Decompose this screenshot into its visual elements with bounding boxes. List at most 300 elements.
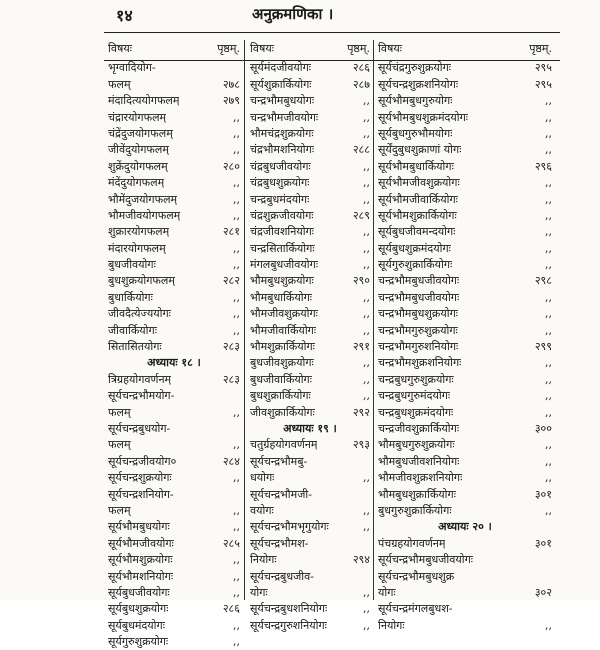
entry-page: ,, bbox=[363, 241, 370, 255]
entry-title: चन्द्रबुधगुरुशुक्रयोगः bbox=[378, 372, 454, 386]
entry-title: सूर्यचन्द्रभौमजी- bbox=[250, 487, 312, 501]
entry-title: सितासितयोगः bbox=[108, 340, 162, 354]
entry-title: फलम् bbox=[108, 503, 131, 517]
entry-page: ,, bbox=[233, 126, 240, 140]
entry-title: भौमजीवार्कियोगः bbox=[250, 323, 317, 337]
index-entry bbox=[378, 388, 552, 404]
entry-page: २९० bbox=[352, 274, 370, 288]
entry-title: सूर्यचन्द्रशुक्रयोगः bbox=[108, 471, 172, 485]
index-column-3 bbox=[378, 38, 552, 634]
subject-header: विषयः bbox=[378, 42, 402, 55]
entry-title: चंद्रशुक्रजीवयोगः bbox=[250, 208, 314, 222]
entry-page: २७९ bbox=[222, 94, 240, 108]
entry-page: ,, bbox=[233, 503, 240, 517]
entry-page: ,, bbox=[545, 372, 552, 386]
entry-title: सूर्यचन्द्रभौमभृगुयोगः bbox=[250, 520, 329, 534]
entry-title: चन्द्रभौमबुधजीवयोगः bbox=[378, 274, 460, 288]
index-entry bbox=[250, 503, 370, 519]
index-entry bbox=[108, 240, 240, 256]
entry-page: २८३ bbox=[222, 372, 240, 386]
page-header: पृष्ठम्. bbox=[217, 42, 240, 55]
index-entry bbox=[378, 421, 552, 437]
entry-title: चन्द्रभौमशुक्रशनियोगः bbox=[378, 356, 462, 370]
subject-header: विषयः bbox=[250, 42, 274, 55]
index-entry bbox=[250, 453, 370, 469]
entry-title: भृग्वादियोग- bbox=[108, 61, 156, 75]
entry-title: चन्द्रभौमबुधशुक्रयोगः bbox=[378, 307, 459, 321]
column-header bbox=[250, 38, 370, 60]
index-entry bbox=[250, 601, 370, 617]
entry-title: चन्द्रभौमगुरुशनियोगः bbox=[378, 340, 459, 354]
entry-title: सूर्यबुधजीवयोगः bbox=[108, 585, 170, 599]
entry-title: चन्द्रभौमबुधयोगः bbox=[250, 94, 315, 108]
entry-title: सूर्येंदुबुधशुक्राणां योगः bbox=[378, 143, 462, 157]
index-entry bbox=[108, 519, 240, 535]
entry-title: भौमजीवशुक्रयोगः bbox=[250, 307, 318, 321]
index-entry bbox=[378, 208, 552, 224]
subject-header: विषयः bbox=[108, 42, 132, 55]
entry-page: ,, bbox=[363, 225, 370, 239]
index-entry bbox=[378, 257, 552, 273]
entry-page: ,, bbox=[233, 569, 240, 583]
entry-page: २७८ bbox=[222, 77, 240, 91]
entry-page: ,, bbox=[545, 176, 552, 190]
entry-title: सूर्यभौमशुक्रयोगः bbox=[108, 553, 173, 567]
entry-title: शुक्रारयोगफलम् bbox=[108, 225, 170, 239]
index-entry bbox=[250, 552, 370, 568]
entry-title: बुधशुक्रार्कियोगः bbox=[250, 389, 311, 403]
entry-title: जीवदैत्येज्ययोगः bbox=[108, 307, 171, 321]
index-entry bbox=[250, 404, 370, 420]
entry-title: भौमेंदुजयोगफलम् bbox=[108, 192, 178, 206]
index-entry bbox=[108, 273, 240, 289]
entry-page: ,, bbox=[233, 290, 240, 304]
entry-page: २९५ bbox=[534, 61, 552, 75]
index-entry bbox=[250, 519, 370, 535]
entry-title: मंदेंदुयोगफलम् bbox=[108, 176, 165, 190]
entry-title: फलम् bbox=[108, 405, 131, 419]
entry-page: ३०१ bbox=[534, 487, 552, 501]
entry-page: ,, bbox=[545, 454, 552, 468]
index-entry bbox=[108, 470, 240, 486]
entry-page: २९४ bbox=[352, 553, 370, 567]
entry-title: चन्द्रभौमजीवयोगः bbox=[250, 110, 319, 124]
index-entry bbox=[108, 437, 240, 453]
index-entry bbox=[250, 617, 370, 633]
entry-title: भौमबुधशुक्रार्कियोगः bbox=[378, 487, 456, 501]
index-entry bbox=[250, 535, 370, 551]
index-entry bbox=[108, 289, 240, 305]
entry-title: सूर्यचन्द्रगुरुशनियोगः bbox=[250, 618, 327, 632]
entry-title: चन्द्रभौमबुधजीवयोगः bbox=[378, 290, 460, 304]
entry-page: ,, bbox=[363, 159, 370, 173]
entry-page: ,, bbox=[363, 389, 370, 403]
index-entry bbox=[108, 76, 240, 92]
index-entry bbox=[108, 388, 240, 404]
index-entry bbox=[250, 437, 370, 453]
index-entry bbox=[108, 535, 240, 551]
index-entry bbox=[378, 142, 552, 158]
index-entry bbox=[108, 126, 240, 142]
entry-page: २८६ bbox=[352, 61, 370, 75]
entry-page: ,, bbox=[233, 471, 240, 485]
index-entry bbox=[108, 568, 240, 584]
entry-page: ३०० bbox=[534, 421, 552, 435]
index-entry bbox=[378, 503, 552, 519]
index-entry bbox=[378, 453, 552, 469]
index-column-2 bbox=[250, 38, 370, 634]
entry-page: ,, bbox=[363, 126, 370, 140]
entry-title: सूर्यबुधशुक्रयोगः bbox=[108, 602, 169, 616]
index-entry bbox=[378, 585, 552, 601]
index-entry bbox=[250, 568, 370, 584]
index-entry bbox=[378, 158, 552, 174]
chapter-heading bbox=[378, 519, 552, 535]
index-entry bbox=[108, 109, 240, 125]
index-entry bbox=[378, 339, 552, 355]
index-entry bbox=[250, 257, 370, 273]
index-entry bbox=[250, 306, 370, 322]
entry-page: ,, bbox=[545, 94, 552, 108]
entry-title: शुक्रेंदुयोगफलम् bbox=[108, 159, 168, 173]
entry-page: ,, bbox=[545, 438, 552, 452]
entry-title: नियोगः bbox=[378, 618, 405, 632]
entry-title: चंद्रजीवशनियोगः bbox=[250, 225, 315, 239]
entry-page: ,, bbox=[545, 307, 552, 321]
entry-title: नियोगः bbox=[250, 553, 277, 567]
index-entry bbox=[250, 126, 370, 142]
index-entry bbox=[378, 437, 552, 453]
entry-title: चंद्रेंदुजयोगफलम् bbox=[108, 126, 173, 140]
index-entry bbox=[378, 289, 552, 305]
entry-title: बुधगुरुशुक्रार्कियोगः bbox=[378, 503, 452, 517]
index-entry bbox=[378, 126, 552, 142]
entry-title: सूर्यभौमशुक्रार्कियोगः bbox=[378, 208, 457, 222]
entry-page: २८९ bbox=[352, 208, 370, 222]
entry-page: २८५ bbox=[222, 536, 240, 550]
entry-page: २९८ bbox=[534, 274, 552, 288]
index-entry bbox=[378, 470, 552, 486]
entry-title: सूर्यचन्द्रभौमश- bbox=[250, 536, 309, 550]
entry-title: धयोगः bbox=[250, 471, 275, 485]
page-title: अनुक्रमणिका । bbox=[252, 5, 334, 23]
entry-title: वयोगः bbox=[250, 503, 274, 517]
entry-page: ,, bbox=[545, 110, 552, 124]
entry-title: सूर्यभौमबुधगुरुयोगः bbox=[378, 94, 453, 108]
entry-title: चतुर्ग्रहयोगवर्णनम् bbox=[250, 438, 318, 452]
entry-page: २८२ bbox=[222, 274, 240, 288]
index-entry bbox=[378, 568, 552, 584]
entry-title: बुधार्कियोगः bbox=[108, 290, 153, 304]
index-entry bbox=[250, 224, 370, 240]
entry-page: ३०१ bbox=[534, 536, 552, 550]
entry-title: अध्यायः १८ । bbox=[147, 356, 201, 370]
entry-title: सूर्यबुधशुक्रमंदयोगः bbox=[378, 241, 451, 255]
index-entry bbox=[250, 585, 370, 601]
index-entry bbox=[250, 93, 370, 109]
column-divider bbox=[244, 40, 245, 600]
index-entry bbox=[250, 175, 370, 191]
index-entry bbox=[250, 273, 370, 289]
entry-title: भौमचंद्रशुक्रयोगः bbox=[250, 126, 314, 140]
entry-page: २८७ bbox=[352, 77, 370, 91]
entry-title: सूर्यभौमजीवार्कियोगः bbox=[378, 192, 458, 206]
index-entry bbox=[250, 142, 370, 158]
entry-page: ,, bbox=[233, 553, 240, 567]
entry-page: ,, bbox=[545, 225, 552, 239]
index-entry bbox=[378, 306, 552, 322]
entry-page: ,, bbox=[363, 110, 370, 124]
entry-title: फलम् bbox=[108, 77, 131, 91]
entry-title: सूर्यचन्द्रबुधजीव- bbox=[250, 569, 314, 583]
entry-title: सूर्यभौमजीवशुक्रयोगः bbox=[378, 176, 460, 190]
entry-title: अध्यायः १९ । bbox=[283, 421, 337, 435]
header-rule bbox=[104, 32, 560, 33]
index-entry bbox=[250, 109, 370, 125]
entry-page: ,, bbox=[545, 618, 552, 632]
index-entry bbox=[250, 240, 370, 256]
entry-title: सूर्यचन्द्रशनियोग- bbox=[108, 487, 174, 501]
entry-page: ,, bbox=[363, 602, 370, 616]
index-entry bbox=[250, 486, 370, 502]
index-entry bbox=[378, 93, 552, 109]
entry-page: ,, bbox=[545, 503, 552, 517]
entry-title: चन्द्रबुधमंदयोगः bbox=[250, 192, 310, 206]
index-entry bbox=[250, 339, 370, 355]
index-entry bbox=[378, 371, 552, 387]
entry-page: ,, bbox=[545, 389, 552, 403]
index-entry bbox=[378, 486, 552, 502]
entry-page: ३०२ bbox=[534, 585, 552, 599]
entry-page: ,, bbox=[363, 94, 370, 108]
entry-title: सूर्यगुरुशुक्रयोगः bbox=[108, 635, 169, 649]
entry-title: भौमबुधजीवशनियोगः bbox=[378, 454, 460, 468]
column-divider bbox=[373, 40, 374, 600]
entry-page: ,, bbox=[233, 176, 240, 190]
index-entry bbox=[108, 552, 240, 568]
entry-page: ,, bbox=[545, 356, 552, 370]
index-entry bbox=[378, 601, 552, 617]
index-entry bbox=[108, 224, 240, 240]
entry-title: त्रिग्रहयोगवर्णनम् bbox=[108, 372, 172, 386]
entry-title: योगः bbox=[378, 585, 396, 599]
entry-page: ,, bbox=[363, 503, 370, 517]
index-entry bbox=[378, 191, 552, 207]
entry-page: ,, bbox=[233, 143, 240, 157]
entry-page: ,, bbox=[545, 126, 552, 140]
entry-page: ,, bbox=[233, 520, 240, 534]
entry-title: चन्द्रजीवशुक्रार्कियोगः bbox=[378, 421, 460, 435]
entry-title: सूर्यभौमबुधार्कियोगः bbox=[378, 159, 454, 173]
index-entry bbox=[250, 371, 370, 387]
entry-title: सूर्यचन्द्रशुक्रशनियोगः bbox=[378, 77, 459, 91]
index-entry bbox=[108, 93, 240, 109]
entry-title: भौमजीवशुक्रशनियोगः bbox=[378, 471, 463, 485]
entry-title: जीवार्कियोगः bbox=[108, 323, 157, 337]
entry-title: चंद्रभौमशनियोगः bbox=[250, 143, 315, 157]
index-entry bbox=[378, 322, 552, 338]
entry-title: सूर्यबुधगुरुभौमयोगः bbox=[378, 126, 453, 140]
index-entry bbox=[250, 76, 370, 92]
index-entry bbox=[250, 355, 370, 371]
entry-title: सूर्यभौमबुधशुक्रमंदयोगः bbox=[378, 110, 469, 124]
index-entry bbox=[250, 322, 370, 338]
page-header: पृष्ठम्. bbox=[347, 42, 370, 55]
entry-title: चन्द्रबुधशुक्रमंदयोगः bbox=[378, 405, 454, 419]
index-entry bbox=[108, 257, 240, 273]
entry-page: ,, bbox=[233, 585, 240, 599]
entry-title: योगः bbox=[250, 585, 268, 599]
entry-title: सूर्यचन्द्रभौमबुधशुक्र bbox=[378, 569, 455, 583]
entry-page: ,, bbox=[363, 471, 370, 485]
index-entry bbox=[378, 355, 552, 371]
entry-page: २८३ bbox=[222, 340, 240, 354]
entry-list bbox=[108, 60, 240, 650]
index-entry bbox=[378, 109, 552, 125]
entry-page: ,, bbox=[363, 356, 370, 370]
index-entry bbox=[108, 60, 240, 76]
index-entry bbox=[250, 289, 370, 305]
entry-title: सूर्यचन्द्रबुधशनियोगः bbox=[250, 602, 328, 616]
entry-page: ,, bbox=[363, 290, 370, 304]
entry-title: सूर्यभौमशनियोगः bbox=[108, 569, 174, 583]
entry-title: सूर्यचन्द्रजीवयोग० bbox=[108, 454, 177, 468]
entry-title: सूर्यमंदजीवयोगः bbox=[250, 61, 312, 75]
entry-page: २८१ bbox=[222, 225, 240, 239]
entry-title: चंद्रबुधजीवयोगः bbox=[250, 159, 311, 173]
page-header: पृष्ठम्. bbox=[529, 42, 552, 55]
entry-page: ,, bbox=[545, 192, 552, 206]
entry-title: सूर्यशुक्रार्कियोगः bbox=[250, 77, 312, 91]
entry-page: ,, bbox=[363, 618, 370, 632]
entry-page: ,, bbox=[233, 208, 240, 222]
index-entry bbox=[378, 175, 552, 191]
column-header bbox=[378, 38, 552, 60]
index-entry bbox=[108, 421, 240, 437]
index-entry bbox=[108, 371, 240, 387]
entry-page: ,, bbox=[233, 192, 240, 206]
entry-title: सूर्यचन्द्रभौमयोग- bbox=[108, 389, 175, 403]
entry-page: ,, bbox=[233, 438, 240, 452]
entry-title: सूर्यबुधमंदयोगः bbox=[108, 618, 165, 632]
entry-page: ,, bbox=[545, 471, 552, 485]
entry-title: बुधजीवशुक्रयोगः bbox=[250, 356, 314, 370]
entry-page: ,, bbox=[363, 192, 370, 206]
index-entry bbox=[250, 388, 370, 404]
entry-title: मंदादित्ययोगफलम् bbox=[108, 94, 180, 108]
index-entry bbox=[378, 404, 552, 420]
entry-page: २८६ bbox=[222, 602, 240, 616]
entry-page: २९३ bbox=[352, 438, 370, 452]
entry-title: सूर्यचन्द्रमंगलबुधश- bbox=[378, 602, 453, 616]
index-entry bbox=[378, 617, 552, 633]
entry-title: सूर्यभौमबुधयोगः bbox=[108, 520, 170, 534]
index-entry bbox=[108, 306, 240, 322]
entry-page: २९६ bbox=[534, 159, 552, 173]
index-entry bbox=[108, 158, 240, 174]
chapter-heading bbox=[108, 355, 240, 371]
column-header bbox=[108, 38, 240, 60]
entry-title: चन्द्रबुधगुरुमंदयोगः bbox=[378, 389, 451, 403]
entry-page: ,, bbox=[233, 405, 240, 419]
index-entry bbox=[108, 208, 240, 224]
entry-page: २९५ bbox=[534, 77, 552, 91]
entry-page: ,, bbox=[545, 258, 552, 272]
entry-title: भौमशुक्रार्कियोगः bbox=[250, 340, 315, 354]
entry-page: २९९ bbox=[534, 340, 552, 354]
entry-page: २८४ bbox=[222, 454, 240, 468]
chapter-heading bbox=[250, 421, 370, 437]
entry-page: ,, bbox=[233, 635, 240, 649]
index-entry bbox=[378, 273, 552, 289]
entry-title: फलम् bbox=[108, 438, 131, 452]
entry-title: बुधजीवयोगः bbox=[108, 258, 156, 272]
index-entry bbox=[378, 60, 552, 76]
entry-title: मंगलबुधजीवयोगः bbox=[250, 258, 319, 272]
index-entry bbox=[250, 158, 370, 174]
index-entry bbox=[108, 339, 240, 355]
page-number: १४ bbox=[116, 6, 133, 25]
index-entry bbox=[250, 208, 370, 224]
index-entry bbox=[250, 191, 370, 207]
index-entry bbox=[108, 404, 240, 420]
index-entry bbox=[108, 142, 240, 158]
entry-title: अध्यायः २० । bbox=[438, 520, 492, 534]
entry-title: सूर्यचंद्रगुरुशुक्रयोगः bbox=[378, 61, 451, 75]
entry-title: सूर्यभौमजीवयोगः bbox=[108, 536, 174, 550]
entry-title: चंद्रारयोगफलम् bbox=[108, 110, 167, 124]
entry-title: भौमबुधगुरुशुक्रयोगः bbox=[378, 438, 455, 452]
index-entry bbox=[108, 634, 240, 650]
entry-title: भौमबुधशुक्रयोगः bbox=[250, 274, 314, 288]
entry-page: ,, bbox=[363, 520, 370, 534]
entry-title: चन्द्रसितार्कियोगः bbox=[250, 241, 315, 255]
index-entry bbox=[108, 175, 240, 191]
entry-title: चंद्रबुधशुक्रयोगः bbox=[250, 176, 310, 190]
entry-page: २९२ bbox=[352, 405, 370, 419]
entry-page: ,, bbox=[233, 618, 240, 632]
index-entry bbox=[108, 322, 240, 338]
index-entry bbox=[108, 503, 240, 519]
entry-page: ,, bbox=[363, 176, 370, 190]
entry-title: सूर्यगुरुशुक्रार्कियोगः bbox=[378, 258, 453, 272]
entry-page: ,, bbox=[363, 307, 370, 321]
entry-page: ,, bbox=[545, 405, 552, 419]
index-entry bbox=[108, 486, 240, 502]
entry-page: ,, bbox=[363, 372, 370, 386]
entry-title: मंदारयोगफलम् bbox=[108, 241, 166, 255]
entry-title: जीवेंदुयोगफलम् bbox=[108, 143, 169, 157]
index-entry bbox=[108, 453, 240, 469]
entry-title: चन्द्रभौमगुरुशुक्रयोगः bbox=[378, 323, 458, 337]
entry-page: ,, bbox=[545, 290, 552, 304]
index-entry bbox=[108, 617, 240, 633]
entry-page: ,, bbox=[363, 258, 370, 272]
index-column-1 bbox=[108, 38, 240, 650]
index-entry bbox=[250, 470, 370, 486]
index-entry bbox=[378, 224, 552, 240]
entry-title: भौमबुधार्कियोगः bbox=[250, 290, 312, 304]
entry-page: २८० bbox=[222, 159, 240, 173]
entry-title: सूर्यचन्द्रभौमबु- bbox=[250, 454, 308, 468]
entry-title: बुधजीवार्कियोगः bbox=[250, 372, 312, 386]
entry-page: ,, bbox=[545, 241, 552, 255]
entry-page: २८८ bbox=[352, 143, 370, 157]
entry-page: ,, bbox=[233, 241, 240, 255]
entry-title: भौमजीवयोगफलम् bbox=[108, 208, 181, 222]
index-entry bbox=[108, 585, 240, 601]
entry-title: सूर्यचन्द्रबुधयोग- bbox=[108, 421, 171, 435]
